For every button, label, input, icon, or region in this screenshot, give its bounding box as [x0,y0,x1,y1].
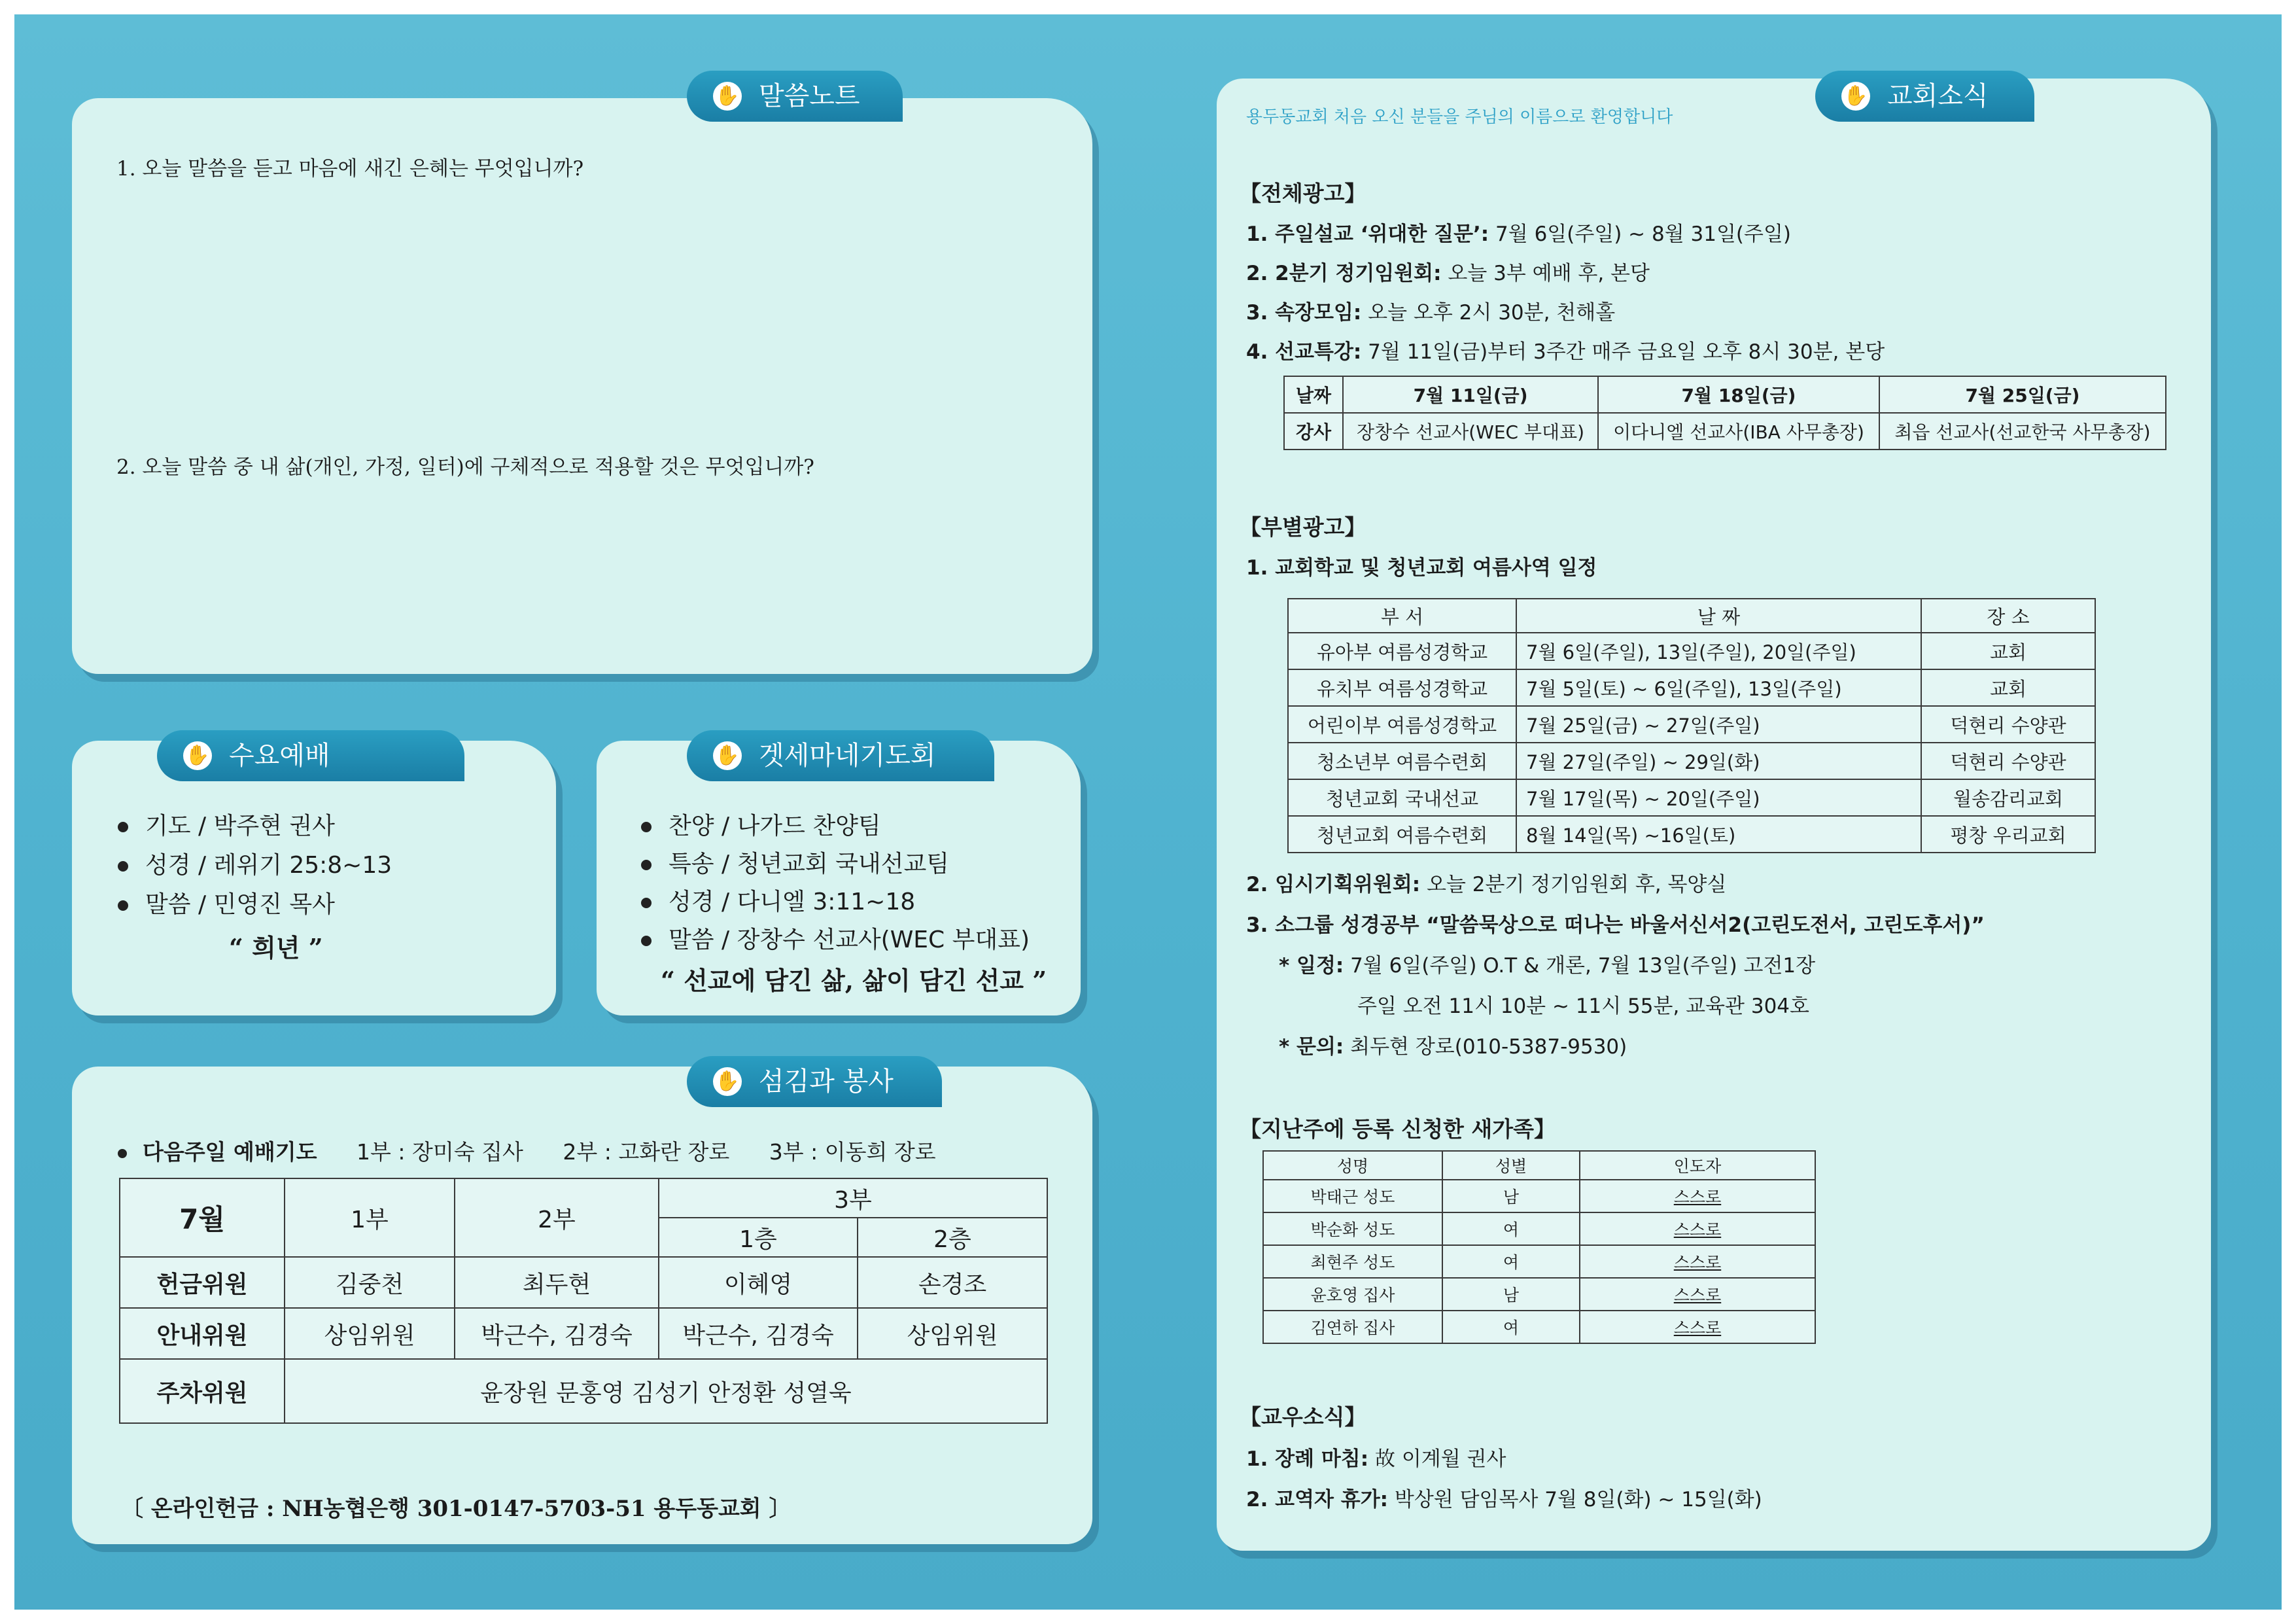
wednesday-tab [157,730,464,781]
wednesday-sermon-title: “ 희년 ” [229,933,323,962]
general-title: 【전체광고】 [1240,181,1366,206]
table-row: 박순화 성도 여 스스로 [1263,1212,1815,1245]
dept-item-3: 3. 소그룹 성경공부 “말씀묵상으로 떠나는 바울서신서2(고린도전서, 고린도후서)” [1246,913,1985,937]
sermon-note-panel [72,98,1092,674]
mission-table: 날짜 7월 11일(금) 7월 18일(금) 7월 25일(금) 강사 장창수 선교사(WEC 부대표) 이다니엘 선교사(IBA 사무총장) 최읍 선교사(선교한국 사무총장) [1283,376,2166,450]
general-item: 4. 선교특강: 7월 11일(금)부터 3주간 매주 금요일 오후 8시 30분, 본당 [1246,340,1885,364]
table-row: 유아부 여름성경학교 7월 6일(주일), 13일(주일), 20일(주일) 교회 [1288,633,2095,669]
table-row: 최현주 성도 여 스스로 [1263,1245,1815,1278]
dept-title: 【부별광고】 [1240,514,1366,540]
members-item: 1. 장례 마침: 故 이계월 권사 [1246,1447,1506,1471]
list-item: 특송 / 청년교회 국내선교팀 [641,845,949,883]
wednesday-title: 수요예배 [229,741,330,771]
news-tab [1815,71,2034,122]
col-3bu-1f: 1층 [659,1218,858,1257]
praying-hands-icon: ✋ [1841,82,1870,111]
general-item: 3. 속장모임: 오늘 오후 2시 30분, 천해홀 [1246,301,1616,325]
service-title: 섬김과 봉사 [759,1067,894,1097]
col-2bu: 2부 [455,1178,659,1257]
contact-line: * 문의: 최두현 장로(010-5387-9530) [1279,1035,1627,1059]
online-offering: 〔 온라인헌금 : NH농협은행 301-0147-5703-51 용두동교회 〕 [121,1496,791,1522]
service-table [119,1178,1048,1424]
members-title: 【교우소식】 [1240,1404,1366,1430]
table-row: 청소년부 여름수련회 7월 27일(주일) ~ 29일(화) 덕현리 수양관 [1288,743,2095,779]
next-sunday-prayer: 다음주일 예배기도 1부 : 장미숙 집사 2부 : 고화란 장로 3부 : 이동희 장로 [118,1135,936,1166]
question-2: 2. 오늘 말씀 중 내 삶(개인, 가정, 일터)에 구체적으로 적용할 것은 무엇입니까? [116,455,814,479]
members-item: 2. 교역자 휴가: 박상원 담임목사 7월 8일(화) ~ 15일(화) [1246,1488,1762,1511]
news-title: 교회소식 [1887,81,1989,111]
dept-item-2: 2. 임시기획위원회: 오늘 2분기 정기임원회 후, 목양실 [1246,873,1727,896]
praying-hands-icon: ✋ [183,741,212,770]
question-1: 1. 오늘 말씀을 듣고 마음에 새긴 은혜는 무엇입니까? [116,157,584,181]
col-3bu: 3부 [659,1178,1047,1218]
praying-hands-icon: ✋ [713,741,742,770]
col-1bu: 1부 [285,1178,455,1257]
general-item: 2. 2분기 정기임원회: 오늘 3부 예배 후, 본당 [1246,262,1650,285]
col-3bu-2f: 2층 [858,1218,1047,1257]
month-header: 7월 [120,1178,285,1257]
general-item: 1. 주일설교 ‘위대한 질문’: 7월 6일(주일) ~ 8월 31일(주일) [1246,222,1791,246]
table-row: 김연하 집사 여 스스로 [1263,1311,1815,1343]
gethsemane-tab [687,730,994,781]
table-row: 주차위원 윤장원 문홍영 김성기 안정환 성열욱 [120,1359,1047,1423]
dept-item-1: 1. 교회학교 및 청년교회 여름사역 일정 [1246,556,1597,580]
new-family-title: 【지난주에 등록 신청한 새가족】 [1240,1116,1556,1142]
summer-table: 부 서 날 짜 장 소 유아부 여름성경학교 7월 6일(주일), 13일(주일), 20일(주일) 교회 유치부 여름성경학교 7월 5일(토) ~ 6일(주일), 13일(주일) 교회 어린이부 여름성경학교 7월 25일(금) ~ 27일(주일) 덕현리 수양관 청소년부 여름수련회 7월 27일(주일) ~ 29일(화) 덕현리 수양관 청년교회 국내선교 7월 17일(목) ~ 20일(주일) 월송감리교회 청년교회 여름수련회 8월 14일(목) ~16일(토) 평창 우리교회 [1287,598,2096,853]
list-item: 말씀 / 민영진 목사 [118,886,335,924]
list-item: 말씀 / 장창수 선교사(WEC 부대표) [641,921,1030,959]
welcome-text: 용두동교회 처음 오신 분들을 주님의 이름으로 환영합니다 [1246,107,1673,127]
list-item: 성경 / 레위기 25:8~13 [118,847,392,885]
list-item: 기도 / 박주현 권사 [118,807,335,845]
table-row: 어린이부 여름성경학교 7월 25일(금) ~ 27일(주일) 덕현리 수양관 [1288,706,2095,743]
table-row: 안내위원 상임위원 박근수, 김경숙 박근수, 김경숙 상임위원 [120,1308,1047,1359]
table-row: 청년교회 여름수련회 8월 14일(목) ~16일(토) 평창 우리교회 [1288,816,2095,853]
list-item: 성경 / 다니엘 3:11~18 [641,883,915,921]
table-row: 헌금위원 김중천 최두현 이혜영 손경조 [120,1257,1047,1308]
sermon-note-tab [687,71,903,122]
sermon-note-title: 말씀노트 [759,81,860,111]
schedule-line-2: 주일 오전 11시 10분 ~ 11시 55분, 교육관 304호 [1357,995,1809,1018]
new-family-table: 성명 성별 인도자 박태근 성도 남 스스로 박순화 성도 여 스스로 최현주 성도 여 스스로 윤호영 집사 남 스스로 김연하 집사 여 스스로 [1262,1150,1816,1344]
table-row: 유치부 여름성경학교 7월 5일(토) ~ 6일(주일), 13일(주일) 교회 [1288,669,2095,706]
table-row: 박태근 성도 남 스스로 [1263,1180,1815,1212]
gethsemane-title: 겟세마네기도회 [759,741,936,771]
praying-hands-icon: ✋ [713,82,742,111]
list-item: 찬양 / 나가드 찬양팀 [641,807,881,845]
gethsemane-sermon-title: “ 선교에 담긴 삶, 삶이 담긴 선교 ” [661,966,1047,995]
praying-hands-icon: ✋ [713,1067,742,1096]
schedule-line: * 일정: 7월 6일(주일) O.T & 개론, 7월 13일(주일) 고전1장 [1279,954,1816,978]
service-tab [687,1056,942,1107]
table-row: 윤호영 집사 남 스스로 [1263,1278,1815,1311]
table-row: 청년교회 국내선교 7월 17일(목) ~ 20일(주일) 월송감리교회 [1288,779,2095,816]
